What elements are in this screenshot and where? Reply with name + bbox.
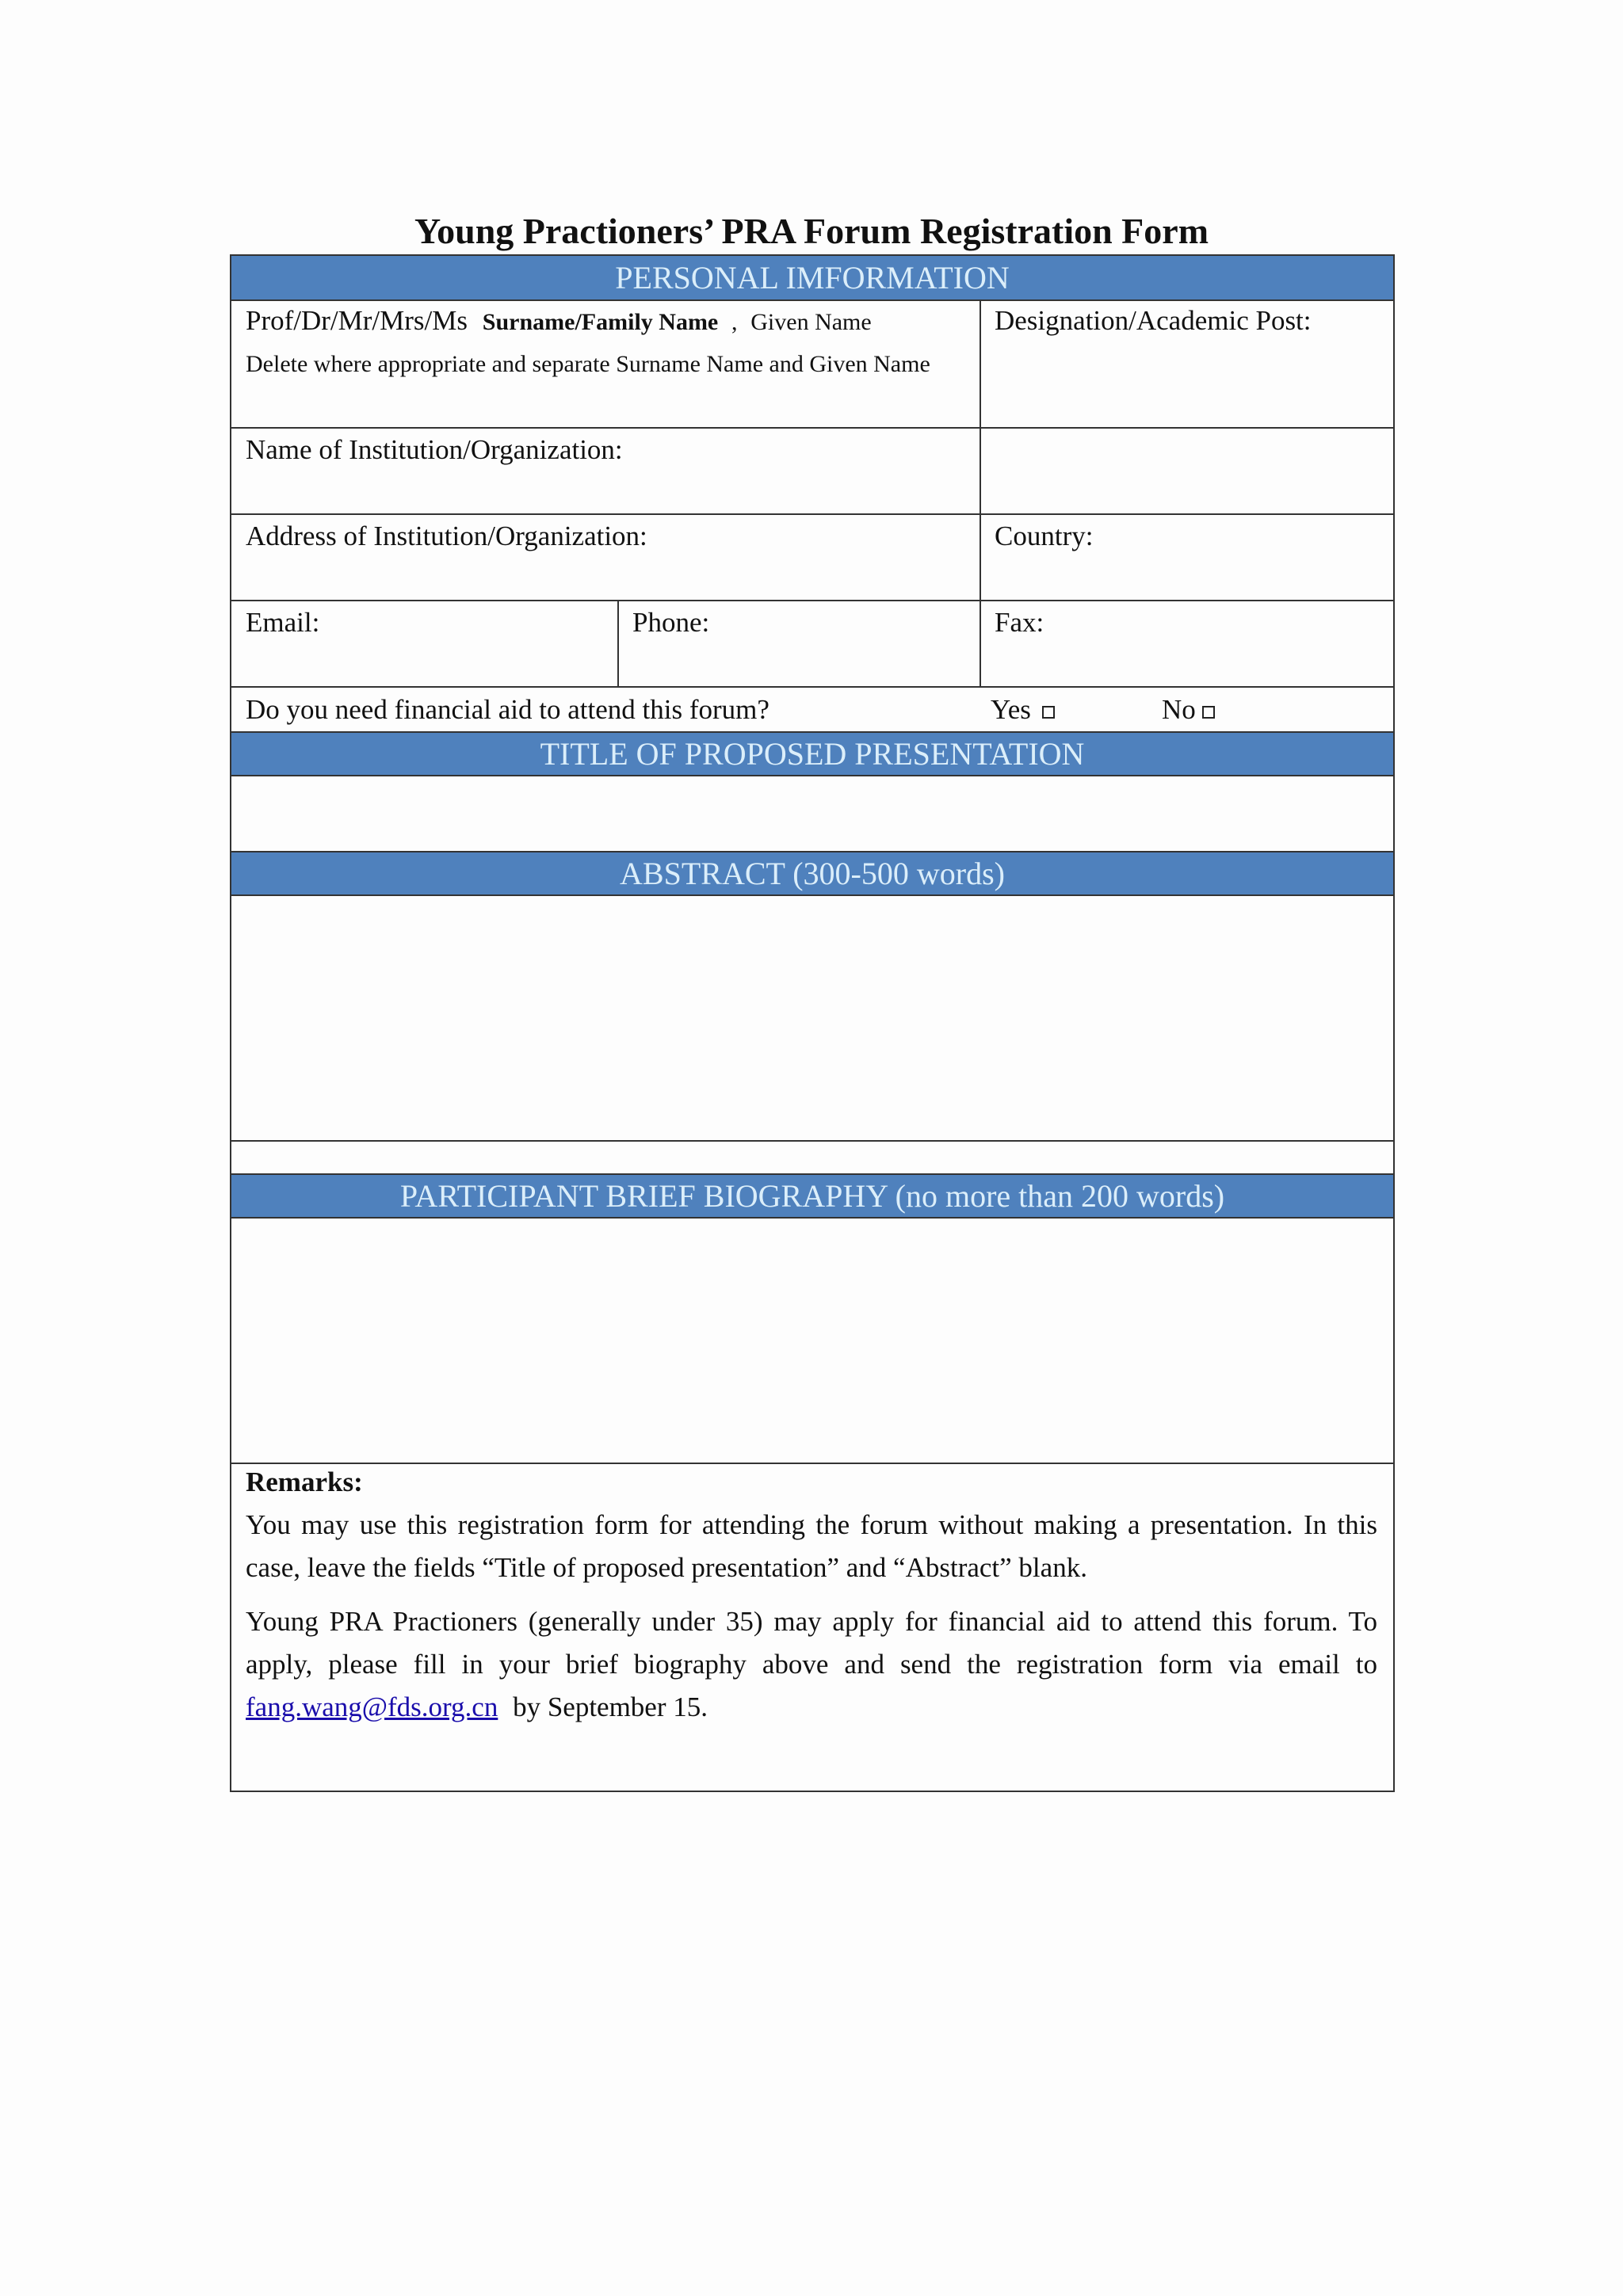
abstract-input-area[interactable] [231, 896, 1393, 1140]
divider [230, 1140, 1395, 1142]
name-instruction: Delete where appropriate and separate Surname Name and Given Name [246, 351, 930, 377]
institution-address-field[interactable]: Address of Institution/Organization: [246, 521, 647, 551]
remarks-paragraph-2-text: Young PRA Practioners (generally under 35) may apply for financial aid to attend this forum. To apply, please fill in your brief biography above and send the registration form via email to [246, 1606, 1377, 1680]
section-header-presentation-title: TITLE OF PROPOSED PRESENTATION [231, 733, 1393, 775]
divider [230, 427, 1395, 429]
remarks-deadline-text: by September 15. [513, 1691, 708, 1722]
name-separator: , [731, 309, 738, 335]
institution-name-field[interactable]: Name of Institution/Organization: [246, 434, 623, 465]
fax-field[interactable]: Fax: [995, 607, 1044, 638]
surname-label: Surname/Family Name [482, 309, 719, 335]
section-header-personal-information: PERSONAL IMFORMATION [231, 256, 1393, 299]
remarks-section [246, 1463, 1377, 1740]
divider [230, 686, 1395, 688]
divider [230, 600, 1395, 601]
given-name-label: Given Name [750, 309, 872, 335]
name-field[interactable] [246, 303, 872, 340]
divider [230, 513, 1395, 515]
section-header-biography: PARTICIPANT BRIEF BIOGRAPHY (no more than 200 words) [231, 1175, 1393, 1217]
no-label: No [1162, 694, 1196, 725]
remarks-paragraph-2 [246, 1600, 1377, 1729]
remarks-label: Remarks: [246, 1466, 363, 1497]
phone-field[interactable]: Phone: [632, 607, 710, 638]
designation-field[interactable]: Designation/Academic Post: [995, 305, 1312, 336]
yes-label: Yes [991, 694, 1031, 725]
divider [230, 299, 1395, 301]
divider [617, 600, 619, 686]
page-title: Young Practioners’ PRA Forum Registration Form [414, 211, 1209, 251]
presentation-title-input-area[interactable] [231, 776, 1393, 851]
contact-email-link[interactable]: fang.wang@fds.org.cn [246, 1691, 498, 1722]
financial-aid-question: Do you need financial aid to attend this forum? [246, 694, 769, 725]
country-field[interactable]: Country: [995, 521, 1094, 551]
financial-aid-no-option[interactable] [1162, 692, 1215, 727]
financial-aid-yes-option[interactable] [991, 692, 1055, 727]
section-header-abstract: ABSTRACT (300-500 words) [231, 852, 1393, 894]
salutation-options: Prof/Dr/Mr/Mrs/Ms [246, 305, 468, 336]
no-checkbox[interactable] [1202, 706, 1215, 719]
yes-checkbox[interactable] [1042, 706, 1055, 719]
email-field[interactable]: Email: [246, 607, 320, 638]
remarks-paragraph-1: You may use this registration form for attending the forum without making a presentation. In this case, leave the fields “Title of proposed presentation” and “Abstract” blank. [246, 1509, 1377, 1583]
divider [980, 299, 981, 686]
biography-input-area[interactable] [231, 1219, 1393, 1463]
